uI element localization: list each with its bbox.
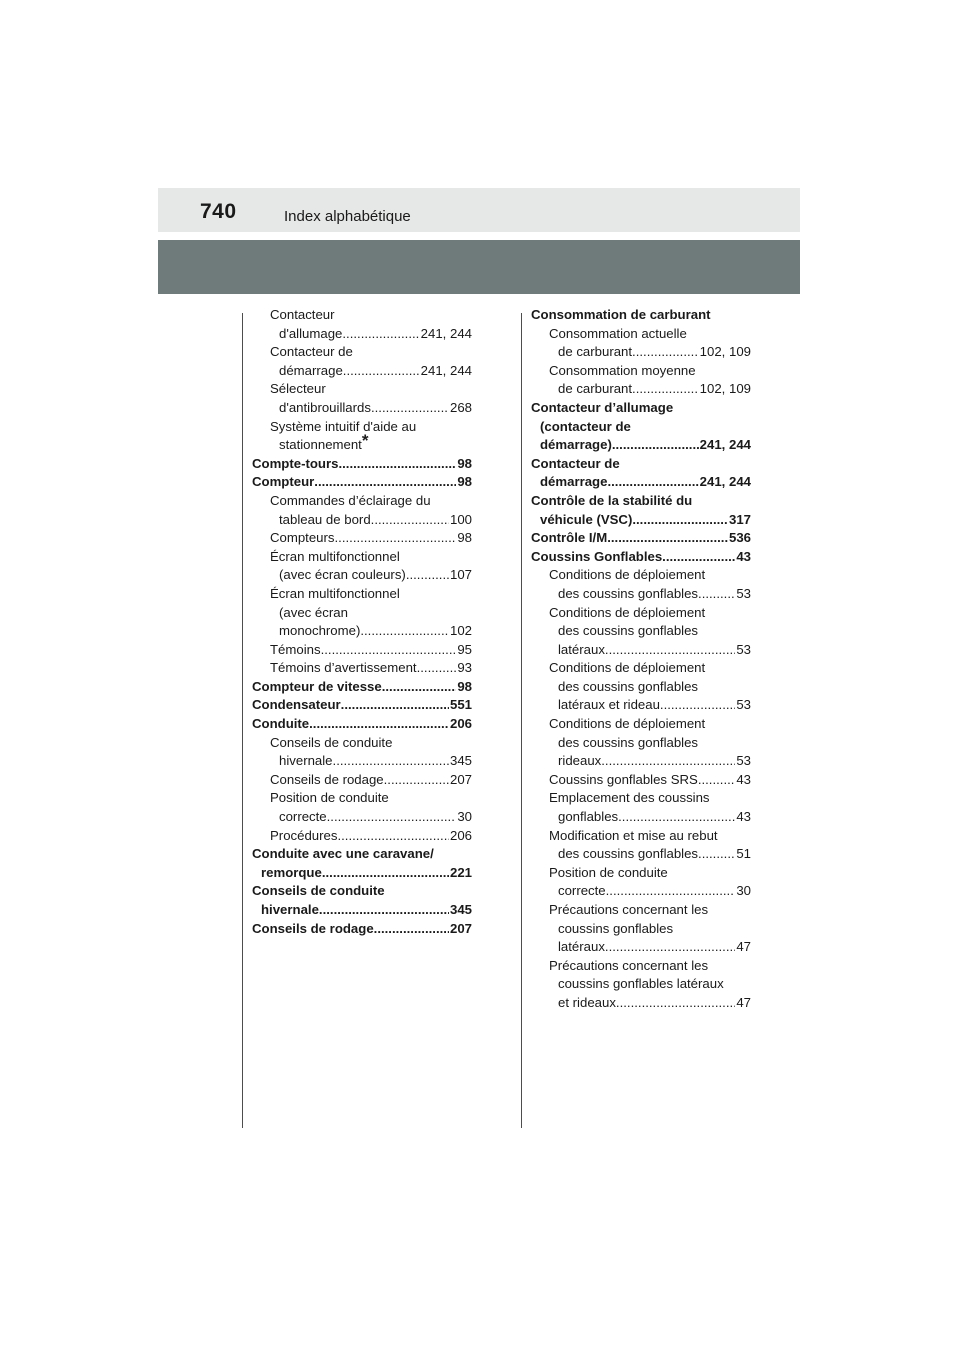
entry-line: Contacteur de [270,344,353,360]
entry-line: Conditions de déploiement [549,660,706,676]
index-subentry [252,827,472,846]
dot-leader [632,343,699,362]
entry-leader-line [549,994,751,1013]
index-entry [252,715,472,734]
entry-line: Sélecteur [270,381,326,397]
entry-leader-line [252,901,472,920]
dot-leader [333,752,449,771]
entry-leader-line [549,771,751,790]
entry-term: des coussins gonflables [558,585,699,601]
index-subentry [252,529,472,548]
page-ref: 43 [736,771,751,787]
entry-term: Compte-tours [252,455,339,471]
page-ref: 536 [728,530,751,546]
dot-leader [384,771,449,790]
entry-line: Consommation moyenne [549,362,696,378]
column-rule-middle [521,313,522,1128]
entry-term: et rideaux [558,994,616,1010]
dot-leader [632,380,699,399]
page-ref: 43 [736,809,751,825]
entry-leader-line [270,641,472,660]
entry-leader-line [549,808,751,827]
page-ref: 95 [457,641,472,657]
entry-line: Conditions de déploiement [549,604,706,620]
entry-term: Conseils de rodage [270,771,384,787]
dot-leader [698,845,735,864]
entry-line: Contacteur d’allumage [531,399,674,415]
section-title: Index alphabétique [284,208,411,225]
page-ref: 30 [457,809,472,825]
index-entry [252,678,472,697]
entry-line: des coussins gonflables [558,678,699,694]
index-subentry [252,771,472,790]
page-ref: 53 [736,585,751,601]
dot-leader [612,436,699,455]
entry-line: (avec écran [279,604,348,620]
entry-line: Écran multifonctionnel [270,548,400,564]
dot-leader [338,455,456,474]
dot-leader [322,864,449,883]
dot-leader [606,882,736,901]
entry-leader-line [549,380,751,399]
entry-line: Commandes d’éclairage du [270,492,431,508]
entry-term: démarrage) [540,437,612,453]
dot-leader [605,641,735,660]
page-ref: 100 [449,511,472,527]
entry-line [270,431,472,455]
dot-leader [371,511,449,530]
page-ref: 241, 244 [420,362,472,378]
entry-term: Coussins gonflables SRS [549,771,698,787]
page-ref: 345 [449,902,472,917]
index-subentry [252,734,472,771]
entry-line: Consommation de carburant [531,307,711,322]
page-ref: 241, 244 [420,325,472,341]
page-ref: 102, 109 [699,344,751,360]
dot-leader [343,362,420,381]
entry-line: Système intuitif d'aide au [270,418,417,434]
page-ref: 98 [457,474,472,490]
index-subentry [252,585,472,641]
page-ref: 53 [736,641,751,657]
dot-leader [601,752,735,771]
page-ref: 206 [449,716,472,732]
index-subentry [531,789,751,826]
entry-line: des coussins gonflables [558,623,699,639]
entry-term: Procédures [270,827,338,843]
dot-leader [406,566,449,585]
header-band [158,188,800,232]
entry-term: gonflables [558,809,619,825]
index-subentry [531,957,751,1013]
index-subentry [531,362,751,399]
entry-term: véhicule (VSC) [540,511,633,527]
index-subentry [531,659,751,715]
entry-line: Conditions de déploiement [549,716,706,732]
page-ref: 206 [449,827,472,843]
entry-term: latéraux [558,641,605,657]
entry-term: latéraux et rideau [558,697,660,713]
dot-leader [616,994,735,1013]
index-entry [531,548,751,567]
page-ref: 241, 244 [699,474,751,490]
dot-leader [662,548,735,567]
entry-leader-line [531,473,751,492]
entry-line: Contacteur de [531,455,620,471]
index-entry [252,845,472,882]
entry-term: Compteur [252,474,315,490]
entry-line: Position de conduite [270,790,389,806]
page-ref: 47 [736,939,751,955]
entry-leader-line [252,473,472,492]
index-entry [252,882,472,919]
index-subentry [252,492,472,529]
dot-leader [371,399,449,418]
entry-line: Précautions concernant les [549,957,709,973]
entry-leader-line [270,659,472,678]
entry-term: remorque [261,864,322,880]
page-ref: 241, 244 [699,437,751,453]
entry-term: Compteurs [270,530,335,546]
entry-leader-line [252,696,472,715]
index-column-left [252,306,472,938]
entry-term: tableau de bord [279,511,371,527]
dot-leader [314,473,456,492]
entry-term: correcte [279,809,327,825]
index-entry [531,455,751,492]
entry-leader-line [549,696,751,715]
entry-term: Témoins [270,641,321,657]
dot-leader [605,938,735,957]
dot-leader [374,920,449,939]
entry-leader-line [531,511,751,530]
entry-term: Conduite [252,716,310,732]
page-ref: 98 [457,455,472,471]
page-ref: 53 [736,753,751,769]
index-subentry [252,380,472,417]
page-ref: 93 [457,660,472,676]
entry-leader-line [270,771,472,790]
entry-line: Écran multifonctionnel [270,585,400,601]
index-subentry [531,864,751,901]
entry-line: Conditions de déploiement [549,567,706,583]
entry-leader-line [270,362,472,381]
entry-line: coussins gonflables latéraux [558,976,724,992]
index-entry [252,473,472,492]
page-ref: 207 [449,920,472,936]
dot-leader [319,901,449,920]
dot-leader [321,641,457,660]
page-ref: 98 [457,678,472,694]
page-ref: 51 [736,846,751,862]
dot-leader [660,696,735,715]
index-subentry [531,566,751,603]
entry-term: monochrome) [279,623,361,639]
entry-term: Coussins Gonflables [531,548,663,564]
dot-leader [382,678,457,697]
index-subentry [531,771,751,790]
page-ref: 207 [449,771,472,787]
entry-line: Précautions concernant les [549,902,709,917]
entry-leader-line [252,455,472,474]
dot-leader [342,325,419,344]
index-entry [252,696,472,715]
entry-leader-line [252,715,472,734]
entry-leader-line [549,585,751,604]
page-ref: 107 [449,567,472,583]
dot-leader [337,827,449,846]
entry-leader-line [549,343,751,362]
index-subentry [531,827,751,864]
entry-leader-line [270,566,472,585]
section-banner [158,240,800,294]
dot-leader [607,529,728,548]
index-subentry [531,901,751,957]
entry-line: coussins gonflables [558,920,674,936]
page-ref: 102 [449,623,472,639]
page-ref: 551 [449,697,472,713]
entry-leader-line [270,325,472,344]
index-entry [252,920,472,939]
entry-term: d'allumage [279,325,343,341]
page-ref: 102, 109 [699,381,751,397]
dot-leader [341,696,449,715]
entry-line: Position de conduite [549,864,668,880]
entry-leader-line [252,920,472,939]
footnote-asterisk: * [361,431,369,451]
entry-term: de carburant [558,381,633,397]
page-ref: 53 [736,697,751,713]
entry-term: démarrage [279,362,343,378]
entry-leader-line [270,622,472,641]
entry-term: correcte [558,883,606,899]
index-entry [252,455,472,474]
entry-leader-line [270,808,472,827]
dot-leader [698,771,736,790]
entry-term: rideaux [558,753,602,769]
page-ref: 43 [736,548,751,564]
entry-term: des coussins gonflables [558,846,699,862]
page-ref: 221 [449,864,472,880]
entry-line: Emplacement des coussins [549,790,710,806]
index-subentry [252,659,472,678]
entry-leader-line [531,436,751,455]
index-subentry [252,418,472,455]
index-entry [531,399,751,455]
entry-leader-line [270,827,472,846]
dot-leader [309,715,449,734]
index-subentry [252,343,472,380]
index-subentry [252,641,472,660]
index-subentry [531,325,751,362]
dot-leader [327,808,457,827]
entry-term: latéraux [558,939,605,955]
entry-leader-line [531,529,751,548]
index-subentry [252,548,472,585]
index-subentry [531,715,751,771]
index-entry [531,306,751,325]
entry-line: (contacteur de [540,418,631,434]
entry-leader-line [270,529,472,548]
entry-term: Compteur de vitesse [252,678,382,694]
entry-term: Témoins d’avertissement [270,660,417,676]
entry-leader-line [252,864,472,883]
dot-leader [607,473,698,492]
page-number: 740 [200,200,237,223]
entry-line: Conseils de conduite [252,883,385,899]
dot-leader [698,585,735,604]
dot-leader [618,808,735,827]
entry-leader-line [270,752,472,771]
entry-term: d'antibrouillards [279,399,371,415]
entry-leader-line [270,511,472,530]
entry-term: stationnement [279,437,362,453]
index-subentry [252,789,472,826]
entry-term: Condensateur [252,697,341,713]
column-rule-left [242,313,243,1128]
page-ref: 268 [449,399,472,415]
dot-leader [632,511,728,530]
dot-leader [335,529,457,548]
entry-leader-line [549,641,751,660]
entry-line: Conseils de conduite [270,734,393,750]
index-subentry [252,306,472,343]
entry-line: Modification et mise au rebut [549,827,718,843]
entry-term: hivernale [279,753,333,769]
entry-leader-line [549,752,751,771]
index-entry [531,529,751,548]
entry-leader-line [252,678,472,697]
entry-leader-line [549,938,751,957]
entry-line: des coussins gonflables [558,734,699,750]
page-ref: 30 [736,883,751,899]
entry-term: Contrôle I/M [531,530,608,546]
index-entry [531,492,751,529]
entry-line: Contacteur [270,307,335,322]
entry-leader-line [549,845,751,864]
dot-leader [360,622,449,641]
entry-term: démarrage [540,474,608,490]
page-ref: 98 [457,530,472,546]
page-ref: 345 [449,753,472,769]
entry-leader-line [270,399,472,418]
entry-term: Conseils de rodage [252,920,374,936]
entry-term: de carburant [558,344,633,360]
entry-term: (avec écran couleurs) [279,567,406,583]
entry-leader-line [531,548,751,567]
page-ref: 47 [736,994,751,1010]
index-subentry [531,604,751,660]
entry-line: Consommation actuelle [549,325,687,341]
index-column-right [531,306,751,1013]
dot-leader [417,659,457,678]
entry-term: hivernale [261,902,319,917]
entry-line: Conduite avec une caravane/ [252,846,434,862]
entry-line: Contrôle de la stabilité du [531,492,693,508]
entry-leader-line [549,882,751,901]
page-ref: 317 [728,511,751,527]
